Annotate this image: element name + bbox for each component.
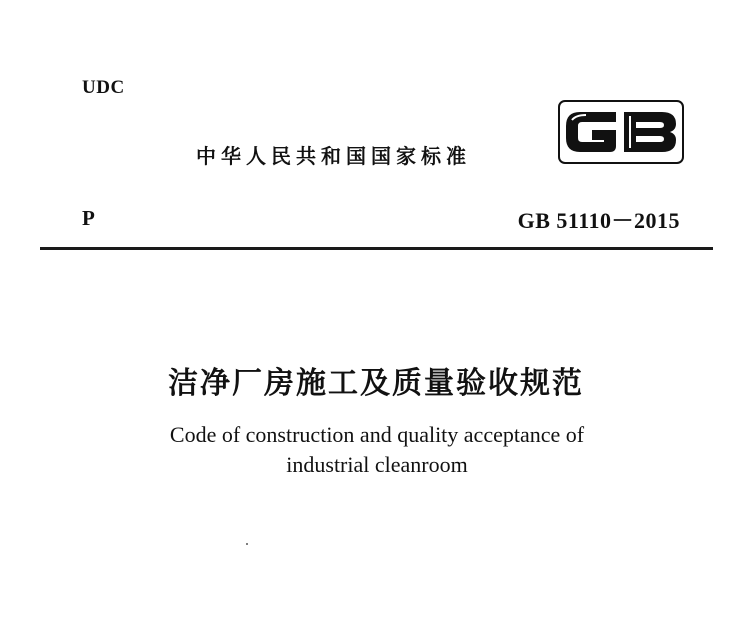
scan-speck — [246, 543, 248, 545]
document-title-en-line1: Code of construction and quality acceptance of — [169, 422, 585, 447]
category-code: P — [82, 206, 95, 230]
document-title-zh: 洁净厂房施工及质量验收规范 — [168, 366, 584, 401]
gb-logo-icon — [558, 100, 684, 164]
document-title-en-line2: industrial cleanroom — [286, 452, 468, 477]
national-standard-heading: 中华人民共和国国家标准 — [196, 144, 471, 168]
udc-label: UDC — [82, 77, 125, 98]
header-divider — [40, 247, 713, 250]
document-title-en — [0, 420, 740, 480]
standard-number: GB 51110－2015 — [517, 208, 680, 233]
